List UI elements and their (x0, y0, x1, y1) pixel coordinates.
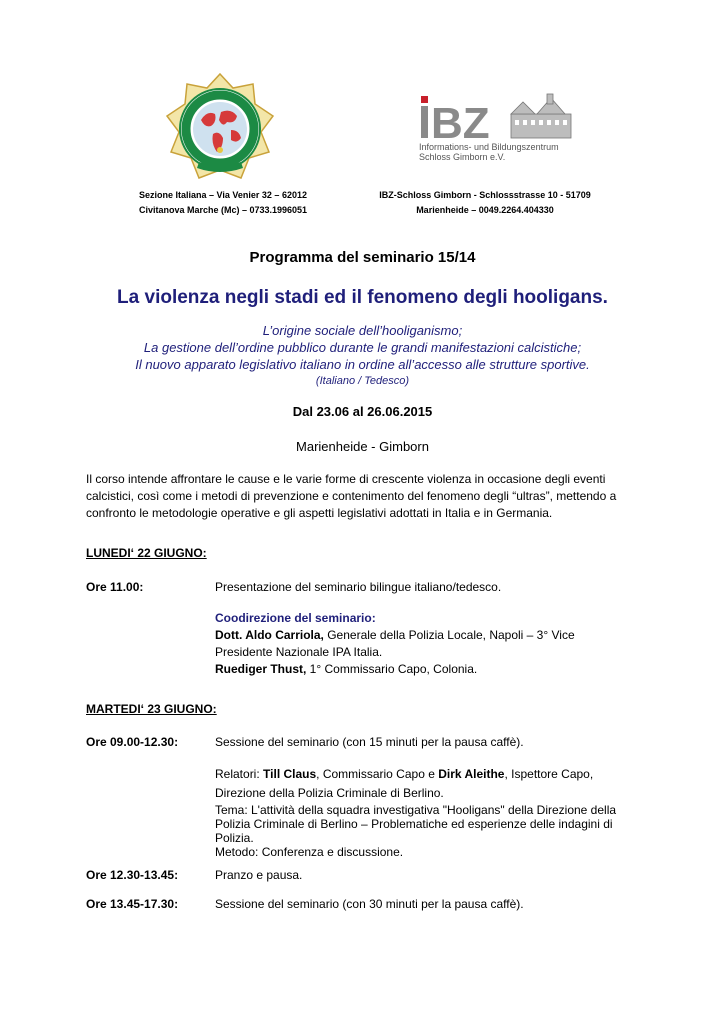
tema (215, 803, 655, 859)
metodo: Metodo: Conferenza e discussione. (215, 845, 404, 859)
person2-role: 1° Commissario Capo, Colonia. (306, 662, 478, 676)
day2-heading: MARTEDI‘ 23 GIUGNO: (86, 702, 217, 716)
relatore-2-role: , Ispettore Capo, (504, 767, 594, 781)
tema-line-2: Polizia Criminale di Berlino – Problematiche ed esperienze delle indagini di (215, 817, 613, 831)
relatori-block (215, 765, 655, 859)
relatori-prefix: Relatori: (215, 767, 264, 781)
day1-time: Ore 11.00: (86, 580, 144, 594)
subtitle-2: La gestione dell’ordine pubblico durante le grandi manifestazioni calcistiche; (143, 340, 582, 355)
ipa-emblem-logo (163, 72, 277, 186)
intro-line-2: calcistici, così come i metodi di prevenzione e contenimento del fenomeno degli “ultras”, mettendo a (86, 489, 617, 503)
ibz-tagline-1: Informations- und Bildungszentrum (419, 142, 559, 152)
program-title: Programma del seminario 15/14 (249, 249, 476, 266)
person1-line (215, 627, 655, 644)
left-address-line1: Sezione Italiana – Via Venier 32 – 62012 (139, 190, 307, 200)
dates: Dal 23.06 al 26.06.2015 (292, 404, 433, 419)
ibz-tagline-2: Schloss Gimborn e.V. (419, 152, 506, 162)
intro-line-3: confronto le metodologie operative e gli aspetti legislativi adottati in Italia e in Germania. (86, 506, 553, 520)
languages: (Italiano / Tedesco) (315, 375, 410, 387)
intro-line-1: Il corso intende affrontare le cause e le varie forme di crescente violenza in occasione degli eventi (86, 472, 606, 486)
relatore-1-role: , Commissario Capo e (316, 767, 439, 781)
subtitles (0, 322, 725, 390)
ibz-logo (419, 92, 579, 164)
day1-heading: LUNEDI‘ 22 GIUGNO: (86, 546, 207, 560)
ipa-emblem-icon (163, 72, 277, 186)
day1-text: Presentazione del seminario bilingue italiano/tedesco. (215, 580, 502, 594)
intro-paragraph (86, 471, 646, 522)
tema-line-3: Polizia. (215, 831, 254, 845)
right-address-line1: IBZ-Schloss Gimborn - Schlossstrasse 10 - 51709 (379, 190, 591, 200)
subtitle-1: L’origine sociale dell’hooliganismo; (262, 323, 463, 338)
ibz-logo-icon (419, 92, 579, 142)
session1-text: Sessione del seminario (con 15 minuti per la pausa caffè). (215, 735, 524, 749)
session1-time: Ore 09.00-12.30: (86, 735, 179, 749)
day1-codirection (215, 610, 655, 678)
person2-line (215, 661, 655, 678)
svg-text:BZ: BZ (431, 99, 490, 142)
left-address-line2: Civitanova Marche (Mc) – 0733.1996051 (138, 205, 308, 215)
relatore-1: Till Claus (263, 767, 317, 781)
session2-text: Pranzo e pausa. (215, 868, 303, 882)
tema-line-1: Tema: L'attività della squadra investigativa "Hooligans" della Direzione della (215, 803, 617, 817)
relatore-2: Dirk Aleithe (438, 767, 505, 781)
session2-time: Ore 12.30-13.45: (86, 868, 179, 882)
main-title: La violenza negli stadi ed il fenomeno degli hooligans. (117, 287, 608, 308)
left-address (123, 188, 323, 218)
relatori-line-2: Direzione della Polizia Criminale di Berlino. (215, 786, 444, 800)
session3-text: Sessione del seminario (con 30 minuti per la pausa caffè). (215, 897, 524, 911)
person1-name: Dott. Aldo Carriola, (215, 628, 324, 642)
person2-name: Ruediger Thust, (215, 662, 307, 676)
right-address (375, 188, 595, 218)
right-address-line2: Marienheide – 0049.2264.404330 (416, 205, 554, 215)
person1-role-b: Presidente Nazionale IPA Italia. (215, 645, 383, 659)
location: Marienheide - Gimborn (296, 439, 429, 454)
codirection-label: Coodirezione del seminario: (215, 611, 376, 625)
session3-time: Ore 13.45-17.30: (86, 897, 179, 911)
subtitle-3: Il nuovo apparato legislativo italiano in ordine all’accesso alle strutture sportive. (135, 357, 590, 372)
relatori-line-1 (215, 765, 655, 784)
person1-role-a: Generale della Polizia Locale, Napoli – 3° Vice (323, 628, 575, 642)
